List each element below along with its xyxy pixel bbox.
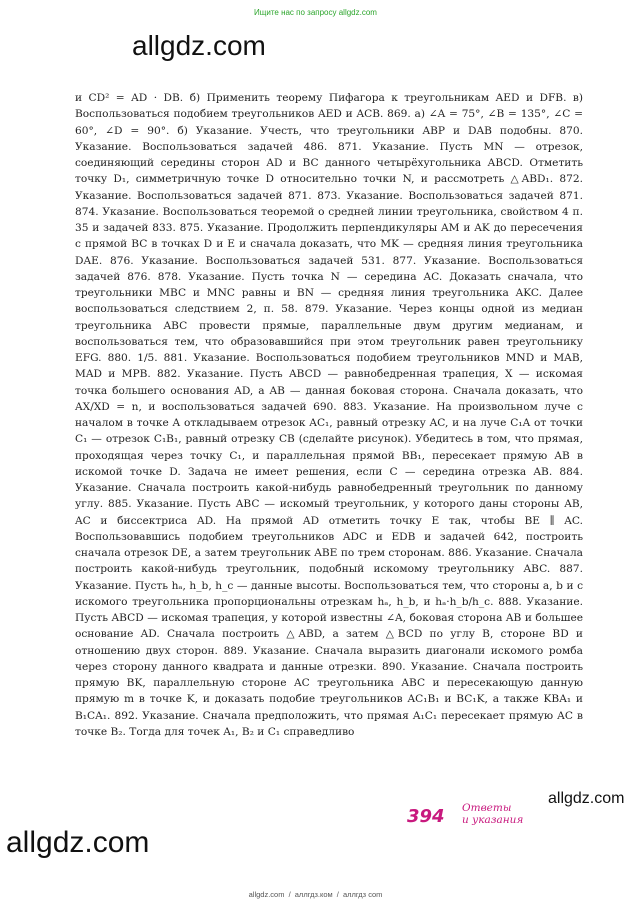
watermark-right: allgdz.com [548, 790, 625, 807]
watermark-top: allgdz.com [132, 30, 266, 61]
footer-link-allgdz-com-ru[interactable]: аллгдз com [342, 890, 383, 899]
footer-separator: / [288, 890, 291, 899]
answers-text [75, 90, 583, 740]
footer-link-allgdz[interactable]: allgdz.com [248, 890, 285, 899]
answers-paragraph: и CD² = AD · DB. б) Применить теорему Пифагора к треугольникам AED и DFB. в) Воспользоваться подобием треугольников AED и ACB. 869. а) ∠A = 75°, ∠B = 135°, ∠C = 60°, ∠D = 90°. б) Указание. Учесть, что треугольники ABP и DAB подобны. 870. Указание. Воспользоваться задачей 486. 871. Указание. Пусть MN — отрезок, соединяющий середины сторон AD и BC данного четырёхугольника ABCD. Отметить точку D₁, симметричную точке D относительно точки N, и рассмотреть △ABD₁. 872. Указание. Воспользоваться задачей 871. 873. Указание. Воспользоваться задачей 871. 874. Указание. Воспользоваться теоремой о средней линии треугольника, свойством 4 п. 35 и задачей 833. 875. Указание. Продолжить перпендикуляры AM и AK до пересечения с прямой BC в точках D и E и сначала доказать, что MK — средняя линия треугольника DAE. 876. Указание. Воспользоваться задачей 531. 877. Указание. Воспользоваться задачей 876. 878. Указание. Пусть точка N — середина AC. Доказать сначала, что треугольники MBC и MNC равны и BN — средняя линия треугольника AKC. Далее воспользоваться следствием 2, п. 58. 879. Указание. Через концы одной из медиан треугольника ABC провести прямые, параллельные двум другим медианам, и воспользоваться тем, что образовавшийся при этом треугольник равен треугольнику EFG. 880. 1/5. 881. Указание. Воспользоваться подобием треугольников MND и MAB, MAD и MPB. 882. Указание. Пусть ABCD — равнобедренная трапеция, X — искомая точка большего основания AD, а AB — данная боковая сторона. Сначала доказать, что AX/XD = n, и воспользоваться задачей 690. 883. Указание. На произвольном луче с началом в точке A откладываем отрезок AC₁, равный отрезку AC, и на луче C₁A от точки C₁ — отрезок C₁B₁, равный отрезку CB (сделайте рисунок). Убедитесь в том, что прямая, проходящая через точку C₁, и параллельная прямой BB₁, пересекает прямую AB в искомой точке D. Задача не имеет решения, если C — середина отрезка AB. 884. Указание. Сначала построить какой-нибудь равнобедренный треугольник по данному углу. 885. Указание. Пусть ABC — искомый треугольник, у которого даны стороны AB, AC и биссектриса AD. На прямой AD отметить точку E так, чтобы BE ∥ AC. Воспользовавшись подобием треугольников ADC и EDB и задачей 642, построить сначала отрезок DE, а затем треугольник ABE по трем сторонам. 886. Указание. Сначала построить какой-нибудь треугольник, подобный искомому треугольнику ABC. 887. Указание. Пусть hₐ, h_b, h_c — данные высоты. Воспользоваться тем, что стороны a, b и c искомого треугольника пропорциональны отрезкам hₐ, h_b, и hₐ·h_b/h_c. 888. Указание. Пусть ABCD — искомая трапеция, у которой известны ∠A, боковая сторона AB и большее основание AD. Сначала построить △ABD, а затем △BCD по углу B, стороне BD и отношению двух сторон. 889. Указание. Сначала выразить диагонали искомого ромба через сторону данного квадрата и данные отрезки. 890. Указание. Сначала построить прямую BK, параллельную стороне AC треугольника ABC и пересекающую данную прямую m в точке K, и доказать подобие треугольников AC₁B₁ и BC₁K, а также KBA₁ и B₁CA₁. 892. Указание. Сначала предположить, что прямая A₁C₁ пересекает прямую AC в точке B₂. Тогда для точек A₁, B₂ и C₁ справедливо [75, 92, 583, 738]
running-head-line1: Ответы [462, 802, 512, 814]
footer-link-allgdz-ru[interactable]: аллгдз.ком [294, 890, 333, 899]
footer-links [0, 890, 631, 899]
page-number: 394 [407, 806, 445, 827]
search-hint-link[interactable]: Ищите нас по запросу allgdz.com [254, 8, 377, 17]
footer-separator: / [336, 890, 339, 899]
running-head [462, 802, 523, 826]
watermark-bottom: allgdz.com [6, 826, 150, 859]
running-head-line2: и указания [462, 814, 524, 826]
